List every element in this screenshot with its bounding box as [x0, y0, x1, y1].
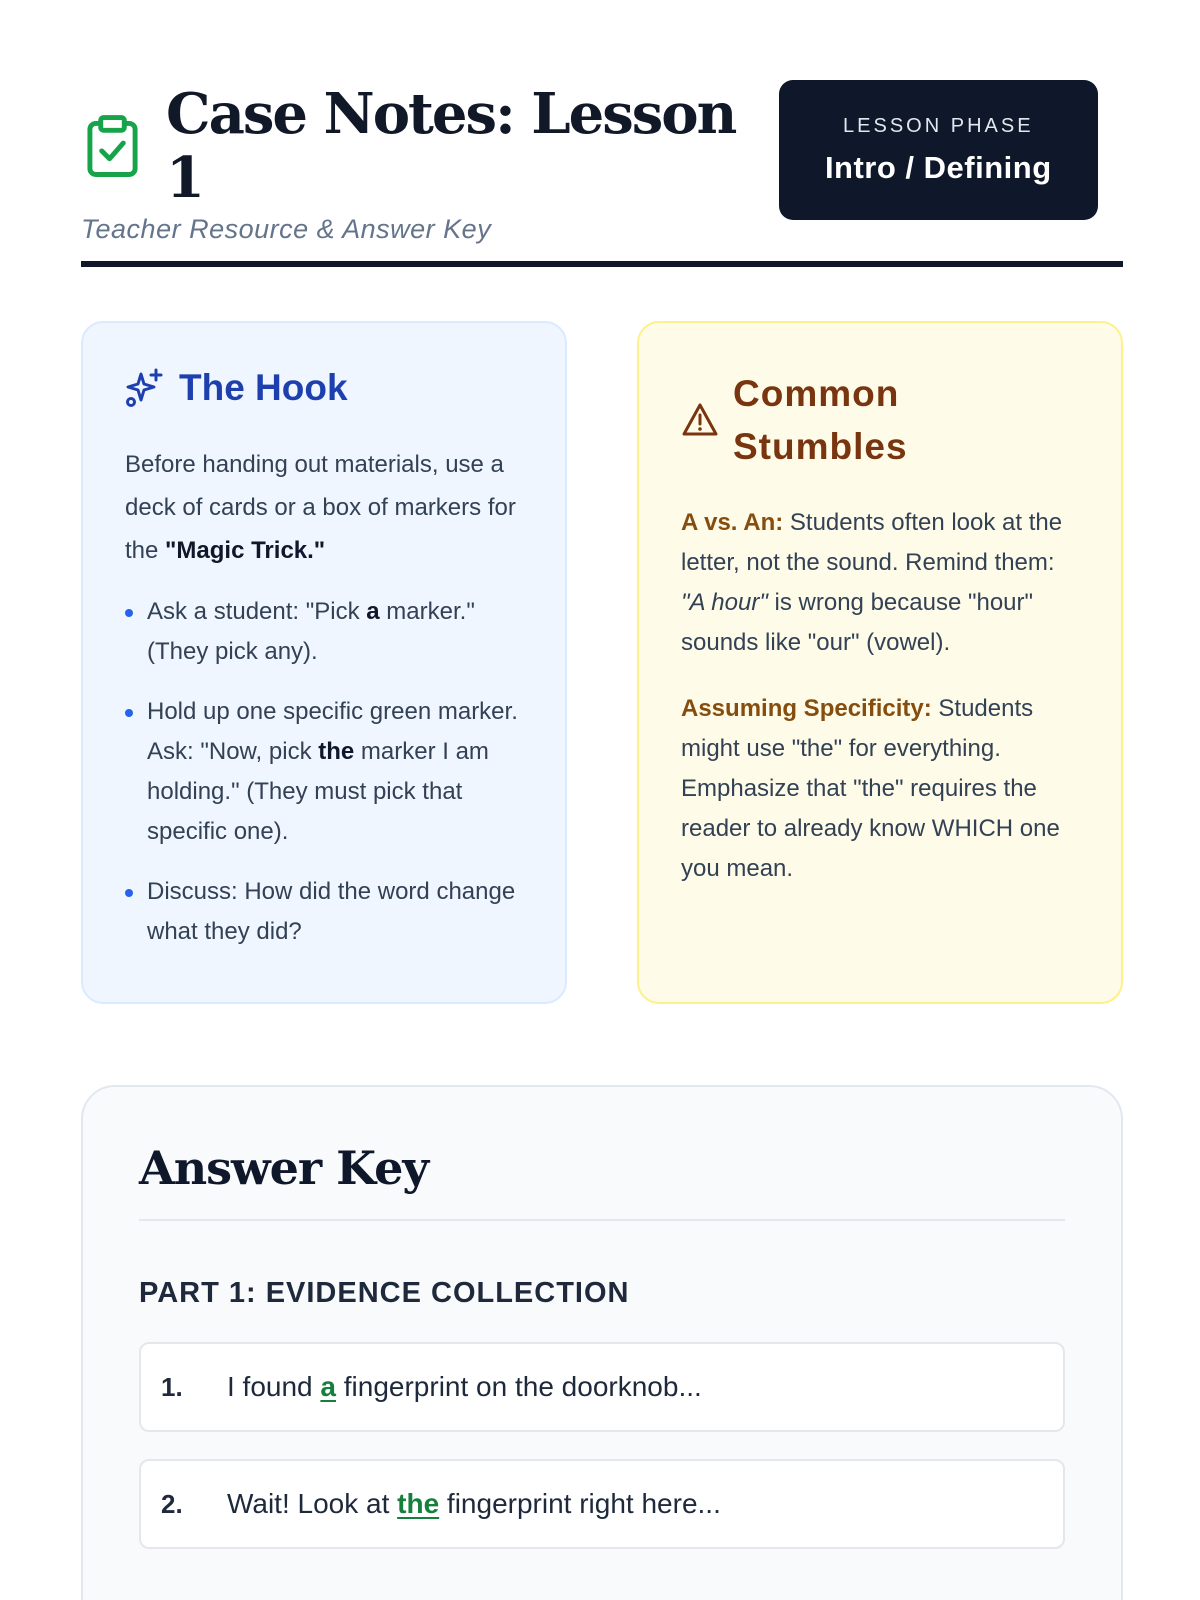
stumble-term: A vs. An: [681, 509, 784, 536]
answer-text-after: fingerprint on the doorknob... [335, 1371, 702, 1402]
list-item-bold: a [366, 598, 380, 625]
stumble-text: Students often look at the letter, not the sound. Remind them: [681, 509, 1063, 576]
hook-intro [125, 443, 523, 572]
list-item [125, 872, 523, 952]
hook-card [81, 321, 567, 1004]
answer-text [227, 1488, 721, 1520]
answer-text-after: fingerprint right here... [439, 1488, 721, 1519]
header-divider [81, 261, 1123, 267]
list-item [125, 692, 523, 852]
hook-intro-bold: "Magic Trick." [165, 537, 326, 564]
answer-key-section [81, 1085, 1123, 1600]
stumbles-body [681, 503, 1079, 889]
answer-row [139, 1459, 1065, 1549]
answer-key-title: Answer Key [139, 1141, 429, 1195]
answer-word: a [320, 1371, 336, 1402]
answer-list [139, 1342, 1065, 1549]
lesson-phase-badge [779, 80, 1098, 220]
lesson-phase-label: LESSON PHASE [843, 114, 1034, 137]
stumble-example: "A hour" [681, 589, 768, 616]
answer-key-divider [139, 1219, 1065, 1221]
stumble-term: Assuming Specificity: [681, 695, 932, 722]
stumbles-card [637, 321, 1123, 1004]
stumbles-title: Common Stumbles [733, 373, 908, 467]
info-cards [81, 321, 1123, 1004]
hook-title: The Hook [179, 367, 348, 408]
warning-triangle-icon [681, 402, 719, 438]
stumble-specificity [681, 689, 1079, 889]
clipboard-check-icon [85, 114, 140, 178]
stumble-a-vs-an [681, 503, 1079, 663]
page-header [81, 80, 1098, 244]
list-item-text: Ask a student: "Pick [147, 598, 367, 625]
list-item [125, 592, 523, 672]
answer-text-before: I found [227, 1371, 321, 1402]
lesson-phase-value: Intro / Defining [824, 149, 1052, 185]
answer-number: 1. [161, 1371, 183, 1402]
hook-card-header [125, 367, 523, 409]
title-block [81, 80, 779, 245]
sparkles-icon [125, 368, 165, 408]
answer-text [227, 1371, 702, 1403]
list-item-text: Hold up one specific green marker. Ask: "Now, pick [147, 698, 518, 765]
list-item-text: Discuss: How did the word change what they did? [147, 878, 516, 945]
answer-text-before: Wait! Look at [227, 1488, 398, 1519]
page-subtitle: Teacher Resource & Answer Key [81, 214, 492, 244]
title-row [81, 82, 779, 210]
stumbles-card-header [681, 367, 1079, 473]
answer-word: the [397, 1488, 440, 1519]
stumble-text: is wrong because "hour" sounds like "our" (vowel). [681, 589, 1034, 656]
list-item-text: marker." (They pick any). [147, 598, 475, 665]
answer-number: 2. [161, 1488, 183, 1519]
list-item-bold: the [318, 738, 355, 765]
hook-intro-text: Before handing out materials, use a deck of cards or a box of markers for the [125, 451, 516, 564]
hook-steps [125, 592, 523, 952]
page-title: Case Notes: Lesson 1 [166, 81, 736, 211]
stumble-text: Students might use "the" for everything. Emphasize that "the" requires the reader to already know WHICH one you mean. [681, 695, 1060, 882]
part-heading: PART 1: EVIDENCE COLLECTION [139, 1277, 630, 1309]
answer-row [139, 1342, 1065, 1432]
list-item-text: marker I am holding." (They must pick that specific one). [147, 738, 489, 845]
